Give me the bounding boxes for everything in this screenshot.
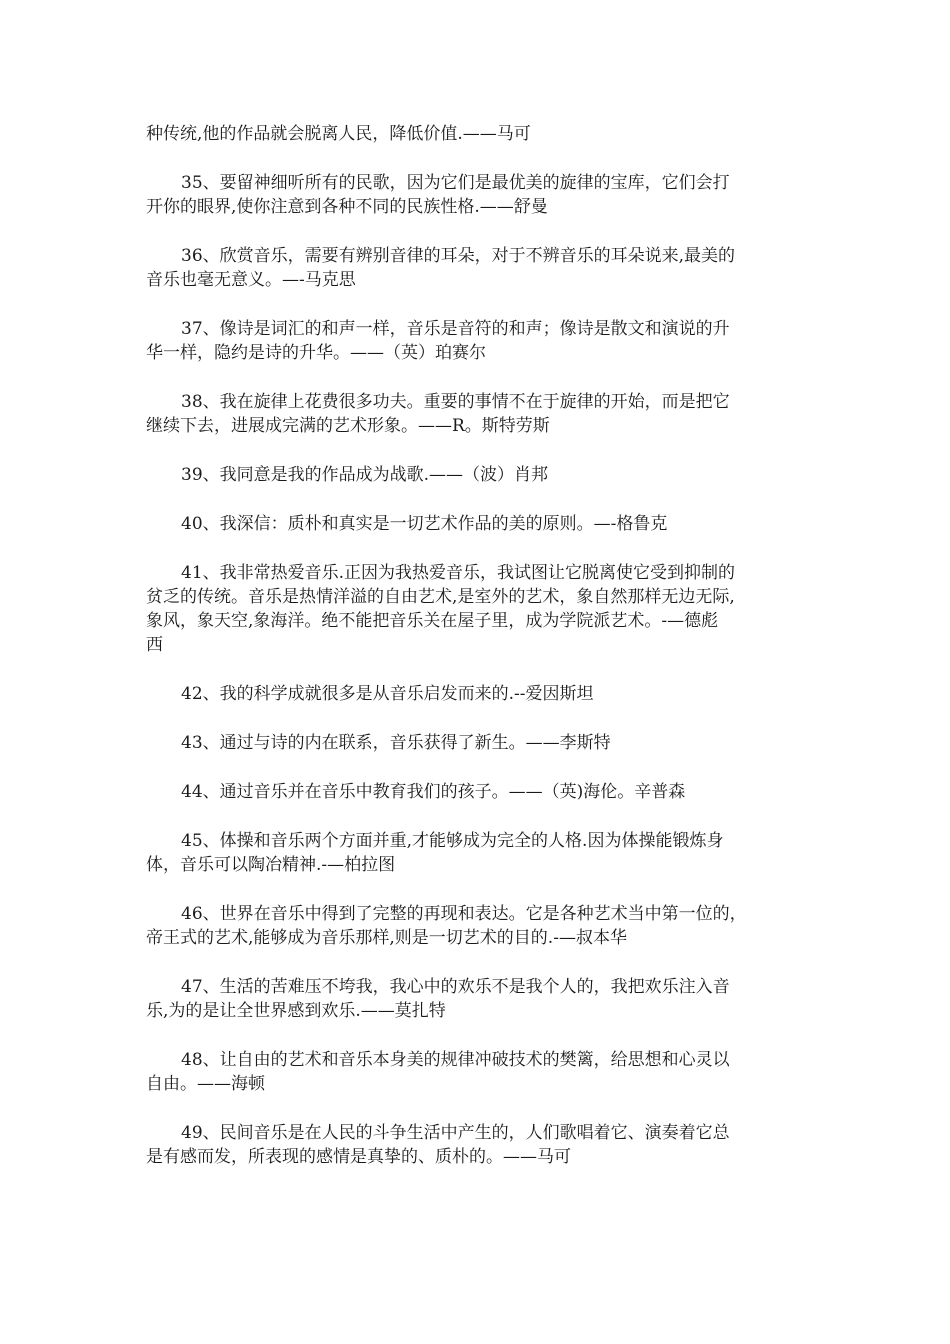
paragraph-line: 42、我的科学成就很多是从音乐启发而来的.--爱因斯坦	[181, 684, 594, 704]
paragraph-line: 43、通过与诗的内在联系，音乐获得了新生。——李斯特	[181, 733, 611, 753]
quote-paragraph	[146, 122, 808, 146]
paragraph-line: 乐,为的是让全世界感到欢乐.——莫扎特	[146, 1001, 446, 1021]
paragraph-line: 46、世界在音乐中得到了完整的再现和表达。它是各种艺术当中第一位的，	[181, 904, 747, 924]
paragraph-line: 44、通过音乐并在音乐中教育我们的孩子。——（英)海伦。辛普森	[181, 782, 686, 802]
paragraph-line: 音乐也毫无意义。—-马克思	[146, 270, 356, 290]
quote-paragraph	[146, 682, 808, 706]
paragraph-line: 继续下去，进展成完满的艺术形象。——R。斯特劳斯	[146, 416, 550, 436]
paragraph-line: 47、生活的苦难压不垮我，我心中的欢乐不是我个人的，我把欢乐注入音	[181, 977, 730, 997]
paragraph-line: 39、我同意是我的作品成为战歌.——（波）肖邦	[181, 465, 549, 485]
paragraph-line: 西	[146, 635, 163, 655]
paragraph-line: 36、欣赏音乐，需要有辨别音律的耳朵，对于不辨音乐的耳朵说来,最美的	[181, 246, 736, 266]
quote-paragraph	[146, 902, 808, 950]
quote-paragraph	[146, 244, 808, 292]
quote-paragraph	[146, 1121, 808, 1169]
paragraph-line: 象风，象天空,象海洋。绝不能把音乐关在屋子里，成为学院派艺术。-—德彪	[146, 611, 719, 631]
paragraph-line: 41、我非常热爱音乐.正因为我热爱音乐，我试图让它脱离使它受到抑制的	[181, 563, 736, 583]
paragraph-line: 35、要留神细听所有的民歌，因为它们是最优美的旋律的宝库，它们会打	[181, 173, 730, 193]
quote-paragraph	[146, 317, 808, 365]
quote-paragraph	[146, 1048, 808, 1096]
paragraph-line: 37、像诗是词汇的和声一样，音乐是音符的和声；像诗是散文和演说的升	[181, 319, 730, 339]
document-body	[146, 122, 808, 1194]
paragraph-line: 是有感而发，所表现的感情是真挚的、质朴的。——马可	[146, 1147, 571, 1167]
quote-paragraph	[146, 390, 808, 438]
quote-paragraph	[146, 512, 808, 536]
paragraph-line: 种传统,他的作品就会脱离人民，降低价值.——马可	[146, 124, 531, 144]
paragraph-line: 华一样，隐约是诗的升华。——（英）珀赛尔	[146, 343, 486, 363]
paragraph-line: 38、我在旋律上花费很多功夫。重要的事情不在于旋律的开始，而是把它	[181, 392, 730, 412]
paragraph-line: 贫乏的传统。音乐是热情洋溢的自由艺术,是室外的艺术，象自然那样无边无际,	[146, 587, 735, 607]
paragraph-line: 45、体操和音乐两个方面并重,才能够成为完全的人格.因为体操能锻炼身	[181, 831, 724, 851]
paragraph-line: 帝王式的艺术,能够成为音乐那样,则是一切艺术的目的.-—叔本华	[146, 928, 627, 948]
quote-paragraph	[146, 561, 808, 657]
paragraph-line: 40、我深信：质朴和真实是一切艺术作品的美的原则。—-格鲁克	[181, 514, 668, 534]
quote-paragraph	[146, 780, 808, 804]
quote-paragraph	[146, 171, 808, 219]
paragraph-line: 49、民间音乐是在人民的斗争生活中产生的，人们歌唱着它、演奏着它总	[181, 1123, 730, 1143]
paragraph-line: 体，音乐可以陶冶精神.-—柏拉图	[146, 855, 396, 875]
paragraph-line: 开你的眼界,使你注意到各种不同的民族性格.——舒曼	[146, 197, 548, 217]
quote-paragraph	[146, 975, 808, 1023]
quote-paragraph	[146, 829, 808, 877]
quote-paragraph	[146, 731, 808, 755]
paragraph-line: 48、让自由的艺术和音乐本身美的规律冲破技术的樊篱，给思想和心灵以	[181, 1050, 730, 1070]
paragraph-line: 自由。——海顿	[146, 1074, 265, 1094]
quote-paragraph	[146, 463, 808, 487]
